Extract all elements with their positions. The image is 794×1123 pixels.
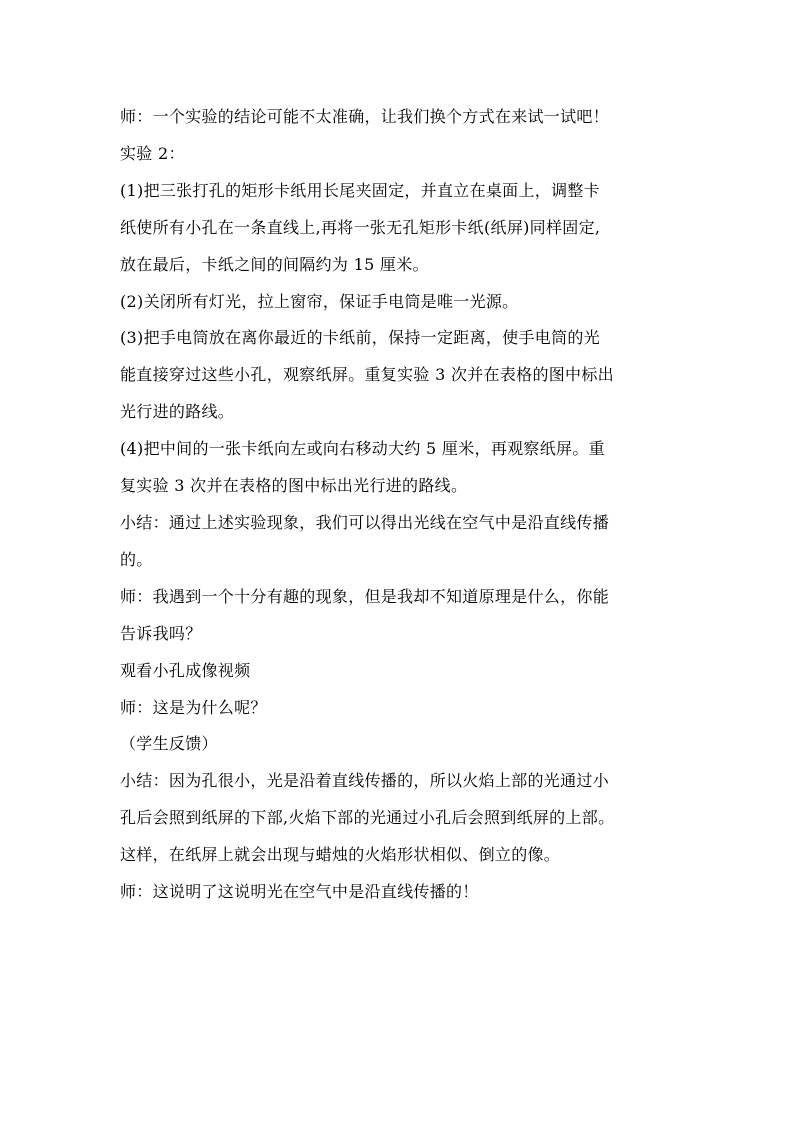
step-1-line-2: 纸使所有小孔在一条直线上,再将一张无孔矩形卡纸(纸屏)同样固定, <box>120 217 601 237</box>
summary-2-line-1: 小结：因为孔很小，光是沿着直线传播的，所以火焰上部的光通过小 <box>120 771 610 791</box>
step-2-line-1: (2)关闭所有灯光，拉上窗帘，保证手电筒是唯一光源。 <box>120 291 519 311</box>
teacher-line-1: 师：一个实验的结论可能不太准确，让我们换个方式在来试一试吧！ <box>120 107 610 126</box>
step-3-line-3: 光行进的路线。 <box>120 402 235 422</box>
document-body <box>120 99 680 911</box>
step-1-line-1: (1)把三张打孔的矩形卡纸用长尾夹固定，并直立在桌面上，调整卡 <box>120 180 600 200</box>
summary-1-line-2: 的。 <box>120 549 153 569</box>
step-3-line-1: (3)把手电筒放在离你最近的卡纸前，保持一定距离，使手电筒的光 <box>120 328 600 348</box>
step-4-line-1: (4)把中间的一张卡纸向左或向右移动大约 5 厘米，再观察纸屏。重 <box>120 439 605 459</box>
teacher-question-line-2: 告诉我吗？ <box>120 623 202 643</box>
teacher-why-line: 师：这是为什么呢？ <box>120 697 267 717</box>
teacher-conclusion-line: 师：这说明了这说明光在空气中是沿直线传播的！ <box>120 882 479 902</box>
student-feedback-line: （学生反馈） <box>120 734 218 754</box>
summary-1-line-1: 小结：通过上述实验现象，我们可以得出光线在空气中是沿直线传播 <box>120 512 610 532</box>
watch-video-line: 观看小孔成像视频 <box>120 660 251 680</box>
summary-2-line-3: 这样，在纸屏上就会出现与蜡烛的火焰形状相似、倒立的像。 <box>120 845 561 865</box>
step-4-line-2: 复实验 3 次并在表格的图中标出光行进的路线。 <box>120 476 468 496</box>
teacher-question-line-1: 师：我遇到一个十分有趣的现象，但是我却不知道原理是什么，你能 <box>120 586 610 606</box>
experiment-2-heading: 实验 2： <box>120 143 185 163</box>
step-1-line-3: 放在最后，卡纸之间的间隔约为 15 厘米。 <box>120 254 429 274</box>
summary-2-line-2: 孔后会照到纸屏的下部,火焰下部的光通过小孔后会照到纸屏的上部。 <box>120 808 615 828</box>
step-3-line-2: 能直接穿过这些小孔，观察纸屏。重复实验 3 次并在表格的图中标出 <box>120 365 614 385</box>
